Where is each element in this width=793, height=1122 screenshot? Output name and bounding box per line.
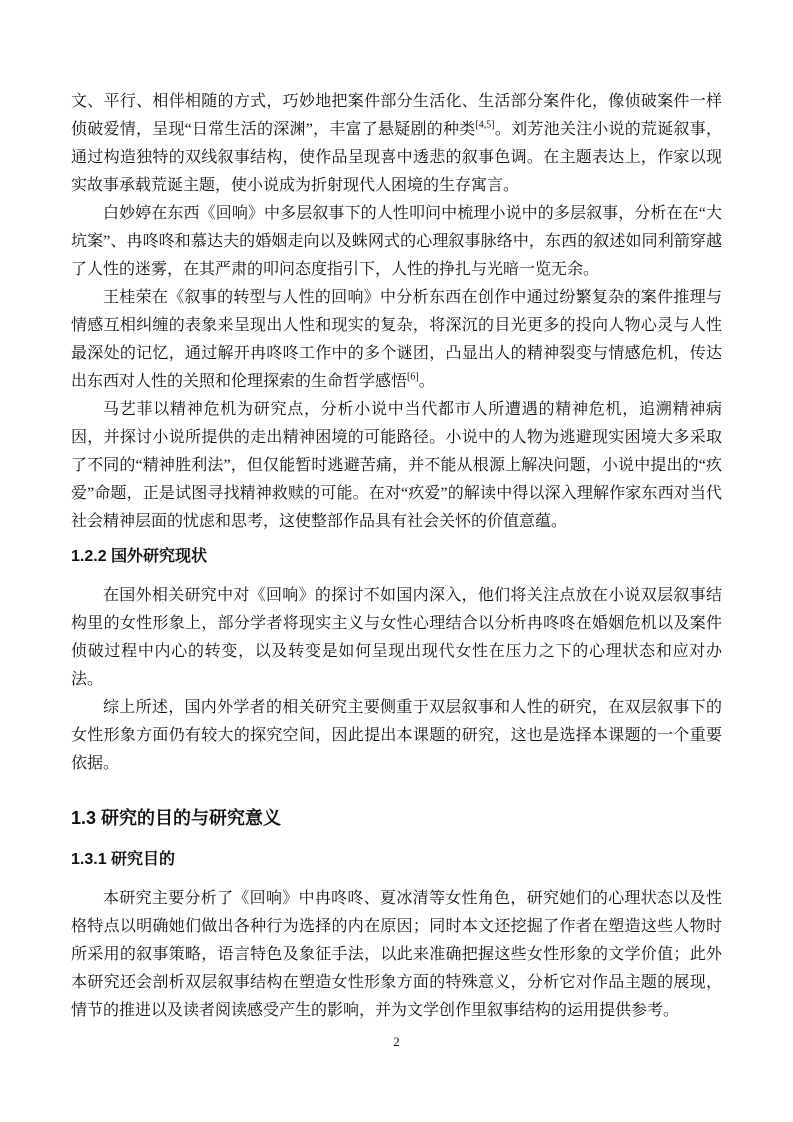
paragraph [71,396,722,536]
paragraph [71,200,722,284]
page-number: 2 [393,1034,400,1049]
section-heading: 1.2.2 国外研究现状 [71,548,208,565]
paragraph-text: 白妙婷在东西《回响》中多层叙事下的人性叩问中梳理小说中的多层叙事，分析在在“大坑案”、冉咚咚和慕达夫的婚姻走向以及蛛网式的心理叙事脉络中，东西的叙述如同利箭穿越了人性的迷雾，在其严肃的叩问态度指引下，人性的挣扎与光暗一览无余。 [71,205,722,278]
citation-superscript: [4,5] [475,119,495,131]
paragraph-text: 文、平行、相伴相随的方式，巧妙地把案件部分生活化、生活部分案件化，像侦破案件一样侦破爱情，呈现“日常生活的深渊”，丰富了悬疑剧的种类 [71,93,722,138]
section-heading: 1.3.1 研究目的 [71,851,176,868]
document-body [71,88,722,1025]
paragraph-text: 在国外相关研究中对《回响》的探讨不如国内深入，他们将关注点放在小说双层叙事结构里的女性形象上，部分学者将现实主义与女性心理结合以分析冉咚咚在婚姻危机以及案件侦破过程中内心的转变，以及转变是如何呈现出现代女性在压力之下的心理状态和应对办法。 [71,587,722,688]
paragraph [71,582,722,694]
paragraph-text: 马艺菲以精神危机为研究点，分析小说中当代都市人所遭遇的精神危机，追溯精神病因，并探讨小说所提供的走出精神困境的可能路径。小说中的人物为逃避现实困境大多采取了不同的“精神胜利法”，但仅能暂时逃避苦痛，并不能从根源上解决问题，小说中提出的“疚爱”命题，正是试图寻找精神救赎的可能。在对“疚爱”的解读中得以深入理解作家东西对当代社会精神层面的忧虑和思考，这使整部作品具有社会关怀的价值意蕴。 [71,401,722,530]
paragraph-text: 综上所述，国内外学者的相关研究主要侧重于双层叙事和人性的研究，在双层叙事下的女性形象方面仍有较大的探究空间，因此提出本课题的研究，这也是选择本课题的一个重要依据。 [71,699,722,772]
paragraph-text: 王桂荣在《叙事的转型与人性的回响》中分析东西在创作中通过纷繁复杂的案件推理与情感互相纠缠的表象来呈现出人性和现实的复杂，将深沉的目光更多的投向人物心灵与人性最深处的记忆，通过解开冉咚咚工作中的多个谜团，凸显出人的精神裂变与情感危机，传达出东西对人性的关照和伦理探索的生命哲学感悟 [71,289,722,390]
paragraph [71,885,722,1025]
paragraph [71,88,722,200]
citation-superscript: [6] [407,371,419,383]
section-heading: 1.3 研究的目的与研究意义 [71,808,282,828]
paragraph-text: 本研究主要分析了《回响》中冉咚咚、夏冰清等女性角色，研究她们的心理状态以及性格特点以明确她们做出各种行为选择的内在原因；同时本文还挖掘了作者在塑造这些人物时所采用的叙事策略，语言特色及象征手法，以此来准确把握这些女性形象的文学价值；此外本研究还会剖析双层叙事结构在塑造女性形象方面的特殊意义，分析它对作品主题的展现，情节的推进以及读者阅读感受产生的影响，并为文学创作里叙事结构的运用提供参考。 [71,890,722,1019]
paragraph [71,694,722,778]
paragraph [71,284,722,396]
paragraph-text: 。刘芳池关注小说的荒诞叙事，通过构造独特的双线叙事结构，使作品呈现喜中透悲的叙事色调。在主题表达上，作家以现实故事承载荒诞主题，使小说成为折射现代人困境的生存寓言。 [71,121,722,194]
paragraph-text: 。 [418,373,435,390]
